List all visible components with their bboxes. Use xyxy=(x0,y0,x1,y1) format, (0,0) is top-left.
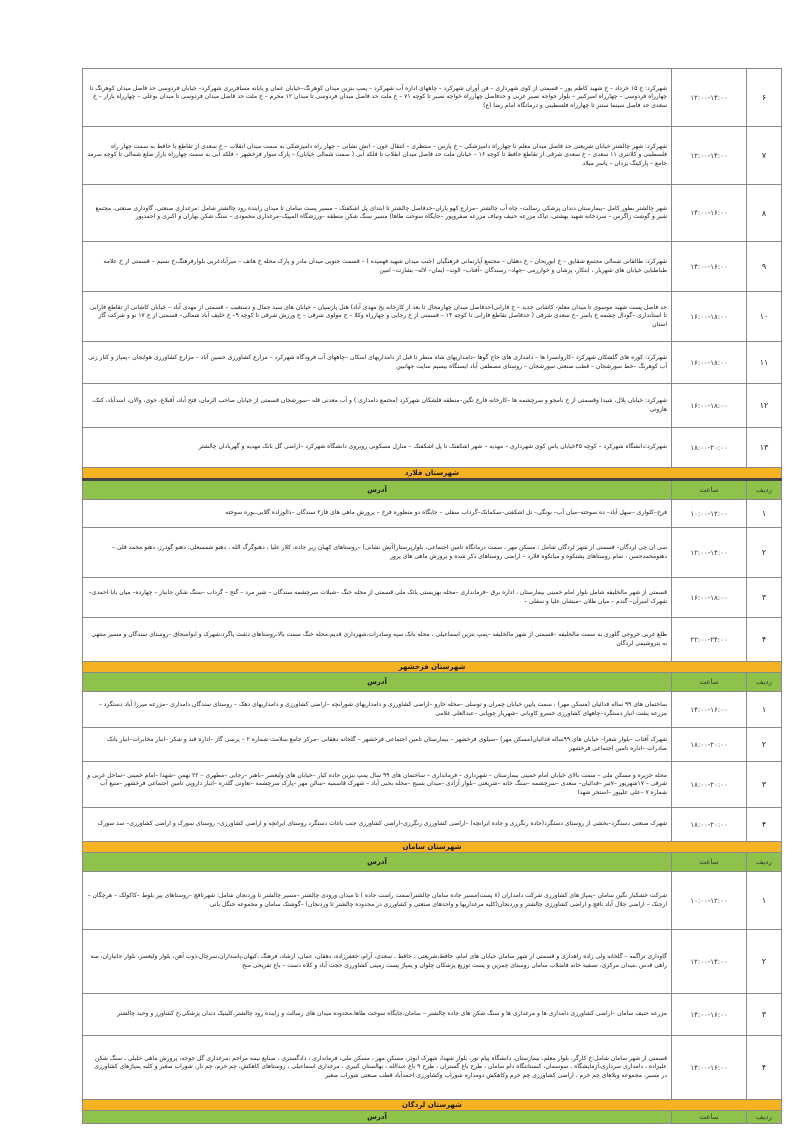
table-row xyxy=(83,872,782,930)
county-header-row xyxy=(83,662,782,673)
table-row xyxy=(83,384,782,428)
address-cell: شهرکرد: شهر چالشتر خیابان شریعتی حد فاصل میدان معلم تا چهارراه دامپزشکی – خ پارس – منتظری – انتقال خون – اتش نشانی – چهار راه دامپزشکی به سمت میدان انقلاب – خ سعدی از تقاطع با حافظ به سمت چهار راه فلسطینی و کلانتری ۱۱ سعدی – خ سعدی شرقی از تقاطع حافظ تا کوچه ۱۶ – خیابان ملت حد فاصل میدان انقلاب تا فلکه آبی ( سمت شمالی خیابان) – پارک سوار فرخشهر – فلکه آبی به سمت چهارراه بازار ضلع شمالی تا کوچه سرمد جامع – پارکینگ یزدان – یاسر میلاد xyxy=(83,127,672,185)
row-number: ۱۰ xyxy=(747,292,782,342)
row-number: ۱۲ xyxy=(747,384,782,428)
address-cell: شهرک صنعتی دستگرد–بخشی از روستای دستگرد(جاده رنگرزی و جاده ایرانچه) –اراضی کشاورزی رنگرزی–اراضی کشاورزی جنب باغات دستگرد روستای ایرانچه و اراضی کشاورزی– روستای سورک و اراضی کشاورزی– سد سورک xyxy=(83,808,672,842)
address-cell: طلع غربی خروجی گلوری به سمت مالخلیفه –قسمتی از شهر مالخلیفه –پمپ بنزین اسماعیلی ، محله بانک سپه وصادرات،شهرداری قدیم،محله خنگ سمت بالا،روستاهای دشت پاگرد،شهرک و ابواسحاق –روستای سندگان و مسیر منتهی به پتروشیمی لردگان xyxy=(83,618,672,662)
row-number: ۳ xyxy=(747,994,782,1036)
address-cell: شهرکرد: طالقانی شمالی مجتمع شقایق – خ ابوریحان – خ دهقان – مجتمع آپارتمانی فرهنگیان (جنب میدان شهید فهمیده ) – قسمت جنوبی میدان مادر و پارک محله خ هاتف – میرآبادغربی بلوارفرهنگ،خ نسیم – قسمتی از خ علامه طباطبایی خیابان های شهریار ، ابتکار، پزشان و خوارزمی –جهاد– رسندگان –آفتاب– الوند– ایمان– لاله– بشارت– امین xyxy=(83,242,672,292)
header-address: آدرس xyxy=(83,673,672,692)
address-cell: شهرکرد: کوره های گلشکان شهرکرد –کاروانسرا ها – دامداری های حاج گوها –دامداریهای شاه منظر تا قبل از دامداریهای اسکان –چاههای آب فرودگاه شهرکرد – مزارع کشاورزی حسین آباد – مزارع کشاورزی هوایجان –پمپاژ و کنار زنی آب کوهرنگ –خط سورشجان – قطب صنعتی سورشجان – روستای مصطفی آباد ایستگاه بیسیم سایت جهانبین xyxy=(83,342,672,384)
county-header-row xyxy=(83,468,782,480)
row-number: ۱۳ xyxy=(747,428,782,468)
row-number: ۷ xyxy=(747,127,782,185)
address-cell: شهرکرد: خیابان پلال، شیدا وقسمتی از خ نامجو و سرچشمه ها –کارخانه فارج نگین–منطقه فلشکان شهرکرد (مجتمع دامداری ) و آب معدنی قله –سورشجان قسمتی از خیابان صاحب الزمان، فتح آباد، آقبلاغ، خوی، والان، اسدآباد، کنک، هارونی xyxy=(83,384,672,428)
header-time: ساعت xyxy=(672,853,747,872)
address-cell: شهرک آفتاب –بلوار شعرا– خیابان های ۹۹ساله فدائیان(مسکن مهر) –سیلوی فرخشهر – بیمارستان تامین اجتماعی فرخشهر – گلخانه دهقانی –مرکز جامع سلامت شماره ۲ – پرسی گاز –اداره قند و شکر –انبار مخابرات–انبار بانک صادرات –اداره تامین اجتماعی فرخشهر xyxy=(83,728,672,762)
outage-schedule-document xyxy=(82,68,782,1124)
table-row xyxy=(83,1036,782,1100)
time-slot: ۱۰:۰۰-۱۲:۰۰ xyxy=(672,500,747,528)
table-row xyxy=(83,185,782,242)
table-row xyxy=(83,292,782,342)
table-row xyxy=(83,528,782,578)
row-number: ۴ xyxy=(747,808,782,842)
table-row xyxy=(83,994,782,1036)
header-row-number: ردیف xyxy=(747,480,782,500)
table-row xyxy=(83,428,782,468)
time-slot: ۱۸:۰۰-۲۰:۰۰ xyxy=(672,428,747,468)
row-number: ۱ xyxy=(747,692,782,728)
time-slot: ۱۲:۰۰-۱۴:۰۰ xyxy=(672,930,747,994)
address-cell: قسمتی از شهر سامان شامل:خ کارگر، بلوار معلم، بیمارستان، دانشگاه پیام نور، بلوار شهدا، شهرک ابوذر، مسکن مهر ، مسکن ملی، فرمانداری ، دادگستری ، صنایع نیمه مراجم ،مرغداری گل جوجه، پرورش ماهی خلیلی ، سنگ شکن علیزاده ، دامداری سرداری،آزمایشگاه ، سوسمان، کنستانتگاه دام سامان ، طرح باغ گستران ، طرح ۹ باغ عبدالله ، نهالستان کبیری ، مرغداری اسماعیلی ، روستاهای کاهکش، چم خرم، چم نار، شوراب صغیر و کلیه پمپاژهای کشاورزی در مسیر، مجموعه ویلاهای چم خرم ، اراضی کشاورزی چم خرم وکاهکش دومداره شوراب وکشاورزی احمدآباد قطب صنعتی شوراب صغیر xyxy=(83,1036,672,1100)
address-cell: شهرکرد:دانشگاه شهرکرد – کوچه ۴۵خیابان یاس کوی شهرداری – مهدیه – شهر اشکفتک تا پل اشکفتک – منازل مسکونی روبروی دانشگاه شهرکرد –اراضی گل بانک مهدیه و گهربادان چالشتر xyxy=(83,428,672,468)
row-number: ۶ xyxy=(747,69,782,127)
table-row xyxy=(83,578,782,618)
row-number: ۱ xyxy=(747,872,782,930)
address-cell: شهرکرد: خ ۱۵ خرداد – خ شهید کاظم پور – قسمتی از کوی شهرداری – فن آوران شهرکرد – چاههای اداره آب شهرکرد – پمپ بنزین میدان کوهرنگ–خیابان عمان و پایانه مسافربری شهرکرد– خیابان فردوسی حد فاصل میدان کوهرنگ تا چهارراه فردوسی – چهارراه امیرکبیر – بلوار خواجه نصیر غربی و حدفاصل چهارراه خواجه نصیر تا کوچه ۷۱ – خ ملت حد فاصل میدان فردوسی تا میدان ۱۲ محرم – خ ملت حد فاصل میدان فردوسی تا میدان بوعلی – چهارراه بازار – خ سعدی حد فاصل سینما ستنر تا چهارراه فلسطینی و درمانگاه امام رضا (ع) xyxy=(83,69,672,127)
row-number: ۱۱ xyxy=(747,342,782,384)
time-slot: ۱۶:۰۰-۱۸:۰۰ xyxy=(672,384,747,428)
address-cell: شهر چالشتر بطور کامل –بیمارستان دندان پزشکی رسالت– چاه آب چالشتر –مزارع کهو یاران–حدفاصل چالشتر تا ابتدای پل اشکفتک – مسیر پست سامان تا میدان زاینده رود چالشتر شامل :مرغداری صنعتی، گاوداری صنعتی، مجتمع شیر و گوشت زاگرس – سردخانه شهید بهشتی، تیاک مزرعه حنیف ونیاف مزرعه صفروپور –جایگاه سوخت طاها) مسیر سنگ شکن منطقه –ورزشگاه المپیک–مرغداری محمودی – سنگ شکن بهاران و اکبری و احمدپور xyxy=(83,185,672,242)
outage-schedule-table xyxy=(82,68,782,1124)
table-row xyxy=(83,808,782,842)
header-address: آدرس xyxy=(83,853,672,872)
column-header-row xyxy=(83,673,782,692)
table-row xyxy=(83,692,782,728)
county-name: شهرستان سامان xyxy=(83,842,782,853)
time-slot: ۱۴:۰۰-۱۶:۰۰ xyxy=(672,185,747,242)
time-slot: ۱۴:۰۰-۱۶:۰۰ xyxy=(672,994,747,1036)
header-time: ساعت xyxy=(672,480,747,500)
time-slot: ۱۶:۰۰-۱۸:۰۰ xyxy=(672,578,747,618)
address-cell: مزرعه حنیف سامان –اراضی کشاورزی دامداری ها و مرغداری ها و سنگ شکن های جاده چالشتر – سامان،جایگاه سوخت طاها،محدوده میدان های رسالت و زاینده رود چالشتر،کلینیک دندان پزشکی،خ کشاورز و وحید چالشتر xyxy=(83,994,672,1036)
header-address: آدرس xyxy=(83,1111,672,1124)
row-number: ۴ xyxy=(747,618,782,662)
column-header-row xyxy=(83,853,782,872)
row-number: ۳ xyxy=(747,762,782,808)
time-slot: ۱۴:۰۰-۱۶:۰۰ xyxy=(672,692,747,728)
county-name: شهرستان فرخشهر xyxy=(83,662,782,673)
time-slot: ۱۶:۰۰-۱۸:۰۰ xyxy=(672,342,747,384)
time-slot: ۱۶:۰۰-۱۸:۰۰ xyxy=(672,292,747,342)
header-time: ساعت xyxy=(672,1111,747,1124)
time-slot: ۱۴:۰۰-۱۶:۰۰ xyxy=(672,1036,747,1100)
address-cell: شرکت خشکبار نگین سامان –پمپاژ های کشاورزی شرکت دامداران (۸ پست)مسیر جاده سامان چالشتر(سمت راست جاده ) تا میدان ورودی چالشتر –مسیر چالشتر تا وردنجان شامل: شهرنافچ –روستاهای پیر بلوط –کاکولک – هرچگان – ارجنک – اراضی جلال آباد نافچ و اراضی کشاورزی چالشتر و وردنجان(کلیه مرغداریها و واحدهای صنعتی و کشاورزی در محدوده چالشتر تا وردنجان) –گوشتک سامان و مجموعه جنگل بانی xyxy=(83,872,672,930)
header-row-number: ردیف xyxy=(747,1111,782,1124)
row-number: ۹ xyxy=(747,242,782,292)
row-number: ۴ xyxy=(747,1036,782,1100)
address-cell: محله جزیره و مسکن ملی – سمت بالای خیابان امام خمینی بیمارستان – شهرداری – فرمانداری – ساختمان های ۹۹ سال پمپ بنزین جاده کیار –خیابان های ولیعصر –باهنر –رجایی –مطهری – ۲۲ بهمن –شهدا –امام خمینی –ساحل غربی و شرقی – ۱۷شهریور –۷تیر –فدائیان– سعدی –سرچشمه –سنگ خانه –شریعتی –بلوار آزادی –میدان بسیج –محله بحبی آباد – شهرک قاسمیه –سالن مهر –پارک سرچشمه –تعاونی گلدره –انبار داروپی تامین اجتماعی فرخشهر –منبع آب شماره ۷ –علی علیپور –استخر شهدا xyxy=(83,762,672,808)
time-slot: ۱۲:۰۰-۱۴:۰۰ xyxy=(672,127,747,185)
table-row xyxy=(83,127,782,185)
column-header-row xyxy=(83,480,782,500)
row-number: ۸ xyxy=(747,185,782,242)
address-cell: سی ان چی لردگان– قسمتی از شهر لردگان شامل : مسکن مهر ، سمت درمانگاه تامین اجتماعی، بلوارپرستار(آتش نشانی) –روستاهای کهیان زیر جاده، کلار علیا ، دهنوگرگ الله ، دهنو شمسعلی، دهنو گودرز، دهنو محمد قلی – دهنومحمدحسن ، تمام روستاهای پشتکوه و میانکوه فلارد – اراضی روستاهای ذکر شده و پرورش ماهی های پروز xyxy=(83,528,672,578)
county-name: شهرستان لردگان xyxy=(83,1100,782,1111)
table-row xyxy=(83,930,782,994)
row-number: ۲ xyxy=(747,728,782,762)
time-slot: ۲۲:۰۰-۲۴:۰۰ xyxy=(672,618,747,662)
time-slot: ۱۴:۰۰-۱۶:۰۰ xyxy=(672,242,747,292)
row-number: ۳ xyxy=(747,578,782,618)
table-row xyxy=(83,342,782,384)
header-row-number: ردیف xyxy=(747,673,782,692)
address-cell: ساختمان های ۹۹ ساله فدائیان (مسکن مهر) ، سمت پایین خیابان چمران و توسلی –محله خارو –اراضی کشاورزی و دامداریهای شورابچه –اراضی کشاورزی و دامداریهای دهک – روستای سندگان دامداری –مزرعه میرزا آباد دستگرد –مزرعه پشت انبار دستگرد–چاههای کشاورزی خسرو کاویانی –شهریار چوپانی –عبدالعلی غلامی xyxy=(83,692,672,728)
time-slot: ۱۰:۰۰-۱۲:۰۰ xyxy=(672,872,747,930)
time-slot: ۱۸:۰۰-۲۰:۰۰ xyxy=(672,762,747,808)
county-name: شهرستان فلارد xyxy=(83,468,782,480)
table-row xyxy=(83,500,782,528)
table-row xyxy=(83,762,782,808)
header-time: ساعت xyxy=(672,673,747,692)
address-cell: قسمتی از شهر مالخلیفه شامل بلوار امام خمینی بیمارستان ، اداره برق –فرمانداری –محله بهزیستی بانک ملی قسمتی از محله خنگ –شبلات سرچشمه سندگان – شیر مرد – گنج – گرداب –سنگ شکن جانباز – چهارده– میان بابا احمدی–شهرک امیرآن– گندم – میان طلان –میشان علیا و سفلی – xyxy=(83,578,672,618)
address-cell: فرخ–کلواری –سهل آباد– ده سوخته–میان آب– بونگی– تل اشکفتی–سکمانک–گرداب سفلی – جایگاه دو منظوره فرخ – پرورش ماهی های فاز۲ سندگان –دالوزاده گلابی،بوره سوخته xyxy=(83,500,672,528)
table-row xyxy=(83,728,782,762)
time-slot: ۱۲:۰۰-۱۴:۰۰ xyxy=(672,69,747,127)
time-slot: ۱۲:۰۰-۱۴:۰۰ xyxy=(672,528,747,578)
column-header-row xyxy=(83,1111,782,1124)
header-row-number: ردیف xyxy=(747,853,782,872)
row-number: ۲ xyxy=(747,528,782,578)
table-row xyxy=(83,618,782,662)
time-slot: ۱۸:۰۰-۲۰:۰۰ xyxy=(672,728,747,762)
row-number: ۲ xyxy=(747,930,782,994)
address-cell: حد فاصل پست شهید موسوی تا میدان معلم- کاشانی جدید – خ فارابی(حدفاصل میدان چهارمحال تا بعد از کارخانه یخ مهدی آباد) هتل پارسیان – خیابان های سید جمال و دستغیب – قسمتی از مهدی آباد – خیابان کاشانی از تقاطع فارابی تا استانداری –گودال چشمه خ یاسر –خ سعدی شرقی ( حدفاصل تقاطع فارابی تا کوچه ۱۴ – قسمتی از خ رجایی و چهارراه وکلا – خ مولوی شرقی – خ ورزش شرقی تا کوچه ۹– خ خلیف آباد شمالی– قسمتی از خ ۱۷ نو و شرکت گاز استان xyxy=(83,292,672,342)
header-address: آدرس xyxy=(83,480,672,500)
county-header-row xyxy=(83,1100,782,1111)
county-header-row xyxy=(83,842,782,853)
table-row xyxy=(83,242,782,292)
address-cell: گاوداری تراگمه – گلخانه ولی زاده راهداری و قسمتی از شهر سامان خیابان های امام، حافظ،شریعتی ، حافظ ، سعدی، آرام، جعفرزاده، دهقان، عمان، ارشاد، فرهنگ ،کیهان،پاسداران،سرچال،ذوب آهن، بلوار ولیعصر، بلوار جانبازان، سه راهی قدس ،میدان مرکزی، تصفیه خانه فاضلاب سامان روستای چمزین و پست توزیع پزشکان چلوان و پمپاژ پست زمینی کشاورزی حجت آباد و کلاه دست – باغ تفریحی منج xyxy=(83,930,672,994)
table-row xyxy=(83,69,782,127)
time-slot: ۱۸:۰۰-۲۰:۰۰ xyxy=(672,808,747,842)
row-number: ۱ xyxy=(747,500,782,528)
